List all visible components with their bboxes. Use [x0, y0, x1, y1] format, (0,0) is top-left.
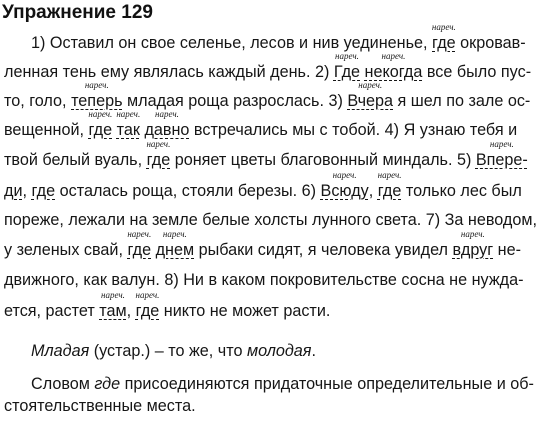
vocab-note — [4, 341, 509, 361]
text-fragment: роняет цветы благовонный миндаль. 5) — [170, 151, 476, 169]
adverb-tag: нареч. — [154, 109, 179, 119]
text-line — [4, 22, 526, 53]
word-text: так — [116, 121, 140, 139]
word-text: где — [377, 182, 402, 200]
word-text: где — [31, 182, 56, 200]
text-fragment: никто не может расти. — [159, 302, 331, 320]
marked-adverb — [452, 229, 494, 259]
word-text: где — [135, 302, 160, 320]
text-line — [4, 109, 518, 140]
footer-line — [4, 374, 534, 394]
marked-adverb — [431, 22, 456, 52]
word-text: Вчера — [347, 92, 394, 110]
text-fragment: у зеленых свай, — [4, 241, 128, 259]
adverb-tag: нареч. — [431, 22, 456, 32]
note-term: Младая — [31, 342, 90, 360]
note-rest: (устар.) – то же, что — [89, 342, 247, 360]
text-fragment: , — [22, 182, 32, 200]
text-fragment: я шел по зале ос- — [393, 92, 531, 110]
word-text: где — [88, 121, 113, 139]
text-fragment: вещенной, — [4, 121, 89, 139]
word-text: вдруг — [452, 241, 494, 259]
emphasized-word — [94, 375, 120, 393]
text-line — [4, 170, 522, 201]
adverb-tag: нареч. — [88, 109, 113, 119]
word-text: где — [146, 151, 171, 169]
marked-adverb — [71, 80, 123, 110]
marked-adverb — [135, 290, 160, 320]
word-text: давно — [144, 121, 190, 139]
marked-adverb — [127, 229, 152, 259]
text-fragment: движного, как валун. 8) Ни в каком покровительстве сосна не нужда- — [4, 271, 524, 289]
text-line — [4, 270, 524, 290]
word-text: где — [94, 375, 121, 393]
word-text: ди — [4, 182, 23, 200]
text-fragment: только лес был — [401, 182, 522, 200]
adverb-tag: нареч. — [146, 139, 171, 149]
text-fragment: осталась роща, стояли березы. 6) — [55, 182, 321, 200]
marked-adverb — [144, 109, 190, 139]
marked-adverb — [116, 109, 141, 139]
word-text: Всюду — [320, 182, 369, 200]
adverb-tag: нареч. — [358, 80, 383, 90]
word-text: Впере- — [475, 151, 528, 169]
adverb-tag: нареч. — [460, 229, 485, 239]
note-end: . — [311, 342, 316, 360]
marked-adverb — [88, 109, 113, 139]
adverb-tag: нареч. — [84, 80, 109, 90]
word-text: Где — [333, 63, 361, 81]
text-fragment: ленная тень ему являлась каждый день. 2) — [4, 63, 334, 81]
text-fragment: 1) Оставил он свое селенье, лесов и нив уединенье, — [31, 34, 433, 52]
marked-adverb — [146, 139, 171, 169]
adverb-tag: нареч. — [127, 229, 152, 239]
text-fragment: окровав- — [455, 34, 526, 52]
marked-adverb — [4, 182, 23, 200]
adverb-tag: нареч. — [101, 290, 125, 300]
text-fragment: присоединяются придаточные определительные и об- — [120, 375, 534, 393]
text-fragment: твой белый вуаль, — [4, 151, 147, 169]
marked-adverb — [347, 80, 394, 110]
word-text: днем — [155, 241, 195, 259]
adverb-tag: нареч. — [489, 139, 514, 149]
text-fragment: ется, растет — [4, 302, 100, 320]
marked-adverb — [155, 229, 195, 259]
marked-adverb — [475, 139, 528, 169]
text-line — [4, 51, 532, 82]
text-fragment: , — [126, 302, 136, 320]
adverb-tag: нареч. — [377, 170, 402, 180]
text-line — [4, 80, 531, 111]
marked-adverb — [320, 170, 369, 200]
exercise-title: Упражнение 129 — [2, 2, 153, 23]
text-line — [4, 290, 509, 321]
text-fragment: встречались мы с тобой. 4) Я узнаю тебя и — [189, 121, 518, 139]
text-fragment: то, голо, — [4, 92, 72, 110]
text-fragment: , — [368, 182, 378, 200]
word-text: теперь — [71, 92, 123, 110]
adverb-tag: нареч. — [135, 290, 160, 300]
adverb-tag: нареч. — [335, 51, 359, 61]
adverb-tag: нареч. — [332, 170, 357, 180]
marked-adverb — [364, 51, 423, 81]
word-text: там — [99, 302, 127, 320]
footer-line — [4, 396, 509, 416]
word-text: некогда — [364, 63, 423, 81]
text-fragment: стоятельственные места. — [4, 397, 196, 415]
text-line — [4, 229, 522, 260]
marked-adverb — [32, 182, 56, 200]
text-fragment: младая роща разрослась. 3) — [122, 92, 348, 110]
text-fragment: пореже, лежали на земле белые холсты лунного света. 7) За неводом, — [4, 211, 537, 229]
text-fragment: не- — [493, 241, 522, 259]
adverb-tag: нареч. — [162, 229, 187, 239]
note-definition: молодая — [246, 342, 312, 360]
word-text: где — [432, 34, 456, 52]
adverb-tag: нареч. — [381, 51, 406, 61]
marked-adverb — [377, 170, 402, 200]
text-line — [4, 210, 537, 230]
word-text: где — [127, 241, 152, 259]
text-line — [4, 139, 528, 170]
text-fragment: Словом — [31, 375, 95, 393]
marked-adverb — [333, 51, 361, 81]
text-fragment: рыбаки сидят, я человека увидел — [194, 241, 453, 259]
marked-adverb — [99, 290, 127, 320]
text-fragment: все было пус- — [422, 63, 532, 81]
adverb-tag: нареч. — [116, 109, 141, 119]
